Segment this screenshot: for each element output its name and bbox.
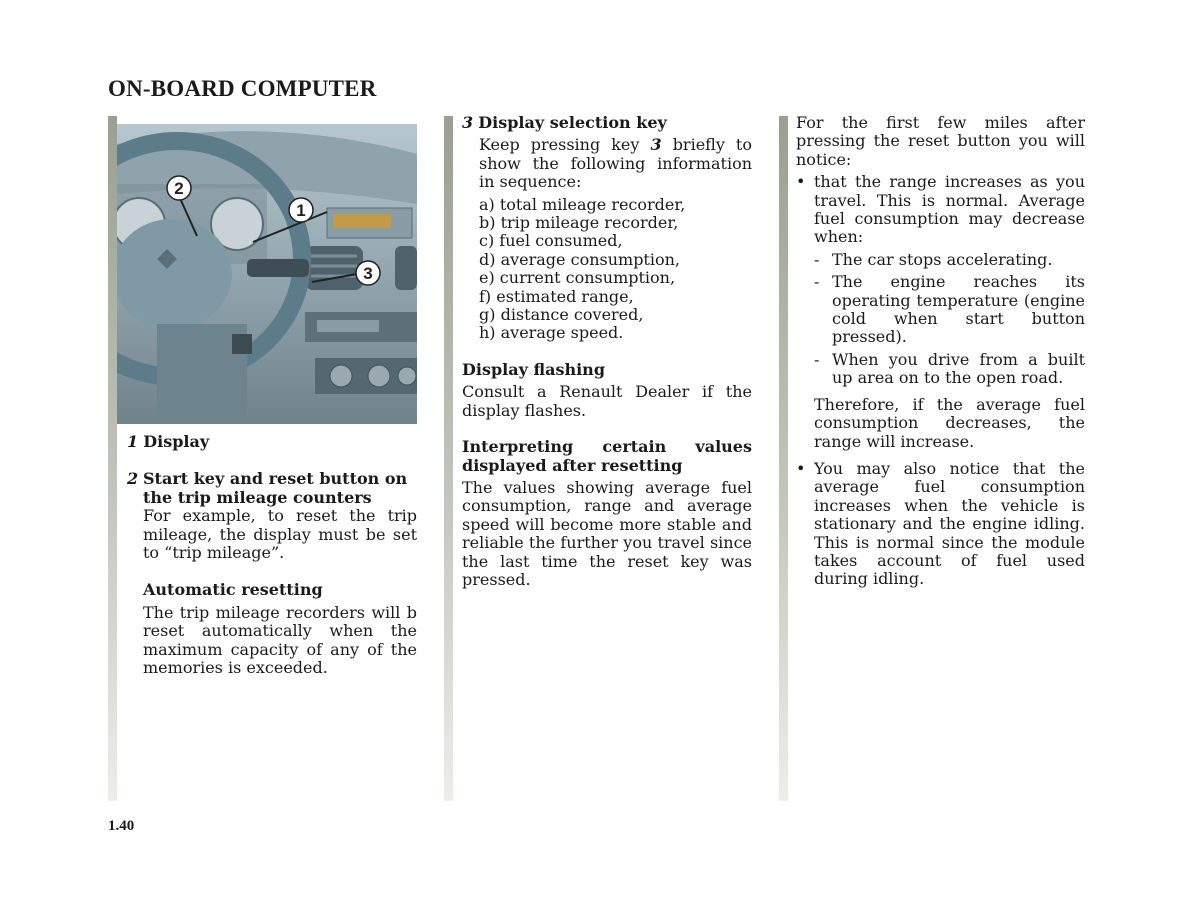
column-1: [127, 433, 417, 677]
column-3: [796, 114, 1085, 589]
item-2-text: For example, to reset the trip mileage, the display must be set to “trip mileage”.: [143, 506, 417, 563]
list-item: a) total mileage recorder,: [479, 194, 686, 214]
column-2: [462, 114, 752, 589]
callout-3: 3: [363, 264, 373, 283]
callout-2: 2: [174, 179, 184, 198]
list-item: e) current consumption,: [479, 268, 676, 288]
list-item: g) distance covered,: [479, 305, 644, 325]
column-bar-1: [108, 116, 117, 801]
bullet-1: • that the range increases as you travel. This is normal. Average fuel consumption may decrease when: - The car stops accelerating. - The engine reaches its operating temperature (engine cold when start button pressed). - When you drive from a built up area on to the open road. Therefore, if the average fuel consumption decreases, the range will increase.: [796, 172, 1085, 451]
dashboard-photo: [117, 124, 417, 424]
interpreting-text: The values showing average fuel consumption, range and average speed will become more stable and reliable the further you travel since the last time the reset key was pressed.: [462, 477, 752, 589]
display-flashing-heading: Display flashing: [462, 359, 605, 379]
column-bar-2: [444, 116, 453, 801]
item-1: 1 Display: [127, 432, 210, 451]
list-item: h) average speed.: [479, 323, 624, 343]
item-2: 2 Start key and reset button on the trip mileage counters For example, to reset the trip mileage, the display must be set to “trip mileage”. Automatic resetting The trip mileage recorders will b reset automatically when the maximum capacity of any of the memories is exceeded.: [127, 469, 417, 678]
intro-text: For the first few miles after pressing the reset button you will notice:: [796, 113, 1085, 169]
dash-item: - The engine reaches its operating temperature (engine cold when start button pressed).: [814, 272, 1085, 347]
interpreting-heading: Interpreting certain values displayed after resetting: [462, 437, 752, 475]
list-item: d) average consumption,: [479, 249, 680, 269]
item-3-heading: 3 Display selection key: [462, 113, 667, 132]
column-bar-3: [779, 116, 788, 801]
display-flashing-text: Consult a Renault Dealer if the display flashes.: [462, 382, 752, 420]
page-number: 1.40: [108, 818, 135, 834]
page-title: ON-BOARD COMPUTER: [108, 76, 377, 101]
list-item: f) estimated range,: [479, 286, 634, 306]
therefore-text: Therefore, if the average fuel consumption decreases, the range will increase.: [814, 394, 1085, 451]
automatic-resetting-heading: Automatic resetting: [143, 580, 323, 600]
sequence-list: [479, 196, 752, 343]
dash-item: - The car stops accelerating.: [814, 249, 1053, 269]
automatic-resetting-text: The trip mileage recorders will b reset automatically when the maximum capacity of any of the memories is exceeded.: [143, 602, 417, 678]
item-2-label: Start key and reset button on the trip mileage counters: [143, 469, 408, 507]
dash-item: - When you drive from a built up area on to the open road.: [814, 349, 1085, 388]
list-item: c) fuel consumed,: [479, 231, 623, 251]
callout-1: 1: [296, 201, 306, 220]
list-item: b) trip mileage recorder,: [479, 213, 679, 233]
item-3-text: Keep pressing key 3 briefly to show the following information in sequence:: [479, 135, 752, 192]
bullet-2: • You may also notice that the average fuel consumption increases when the vehicle is stationary and the engine idling. This is normal since the module takes account of fuel used during idling.: [796, 458, 1085, 589]
